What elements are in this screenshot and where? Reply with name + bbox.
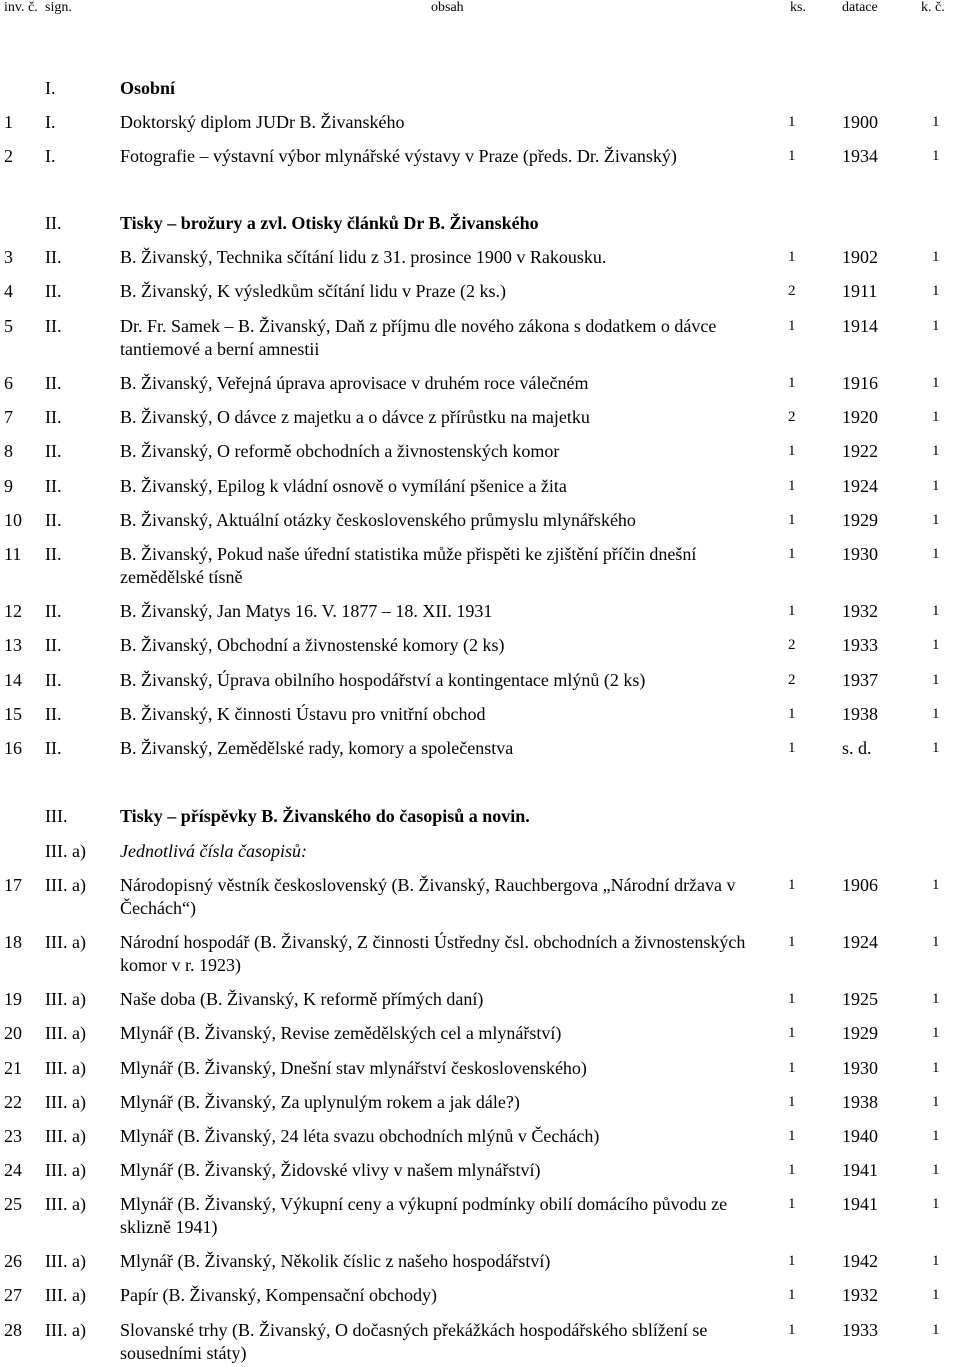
inv-number: 22 bbox=[4, 1092, 22, 1112]
box-number: 1 bbox=[932, 478, 940, 494]
box-number: 1 bbox=[932, 409, 940, 425]
ks-count: 2 bbox=[788, 409, 796, 425]
signature: III. a) bbox=[45, 989, 86, 1009]
datace: 1933 bbox=[842, 1320, 878, 1340]
ks-count: 1 bbox=[788, 114, 796, 130]
inv-number: 12 bbox=[4, 601, 22, 621]
signature: III. bbox=[45, 806, 68, 826]
entry-text: Mlynář (B. Živanský, Židovské vlivy v našem mlynářství) bbox=[120, 1160, 541, 1180]
datace: 1924 bbox=[842, 932, 878, 952]
inv-number: 28 bbox=[4, 1320, 22, 1340]
inv-number: 9 bbox=[4, 476, 13, 496]
inv-number: 23 bbox=[4, 1126, 22, 1146]
box-number: 1 bbox=[932, 934, 940, 950]
datace: 1902 bbox=[842, 247, 878, 267]
signature: III. a) bbox=[45, 1126, 86, 1146]
datace: 1930 bbox=[842, 1058, 878, 1078]
signature: II. bbox=[45, 316, 62, 336]
box-number: 1 bbox=[932, 1322, 940, 1338]
entry-text: Doktorský diplom JUDr B. Živanského bbox=[120, 112, 405, 132]
header-inv: inv. č. bbox=[4, 0, 38, 15]
entry-text: Fotografie – výstavní výbor mlynářské výstavy v Praze (předs. Dr. Živanský) bbox=[120, 146, 677, 166]
ks-count: 2 bbox=[788, 637, 796, 653]
signature: II. bbox=[45, 441, 62, 461]
box-number: 1 bbox=[932, 114, 940, 130]
inv-number: 5 bbox=[4, 316, 13, 336]
entry-text: B. Živanský, Jan Matys 16. V. 1877 – 18. XII. 1931 bbox=[120, 601, 493, 621]
inv-number: 20 bbox=[4, 1023, 22, 1043]
signature: II. bbox=[45, 601, 62, 621]
inv-number: 17 bbox=[4, 875, 22, 895]
header-obsah: obsah bbox=[431, 0, 464, 15]
signature: III. a) bbox=[45, 1285, 86, 1305]
datace: 1941 bbox=[842, 1160, 878, 1180]
datace: 1922 bbox=[842, 441, 878, 461]
datace: 1937 bbox=[842, 670, 878, 690]
inv-number: 19 bbox=[4, 989, 22, 1009]
entry-text: B. Živanský, Technika sčítání lidu z 31. prosince 1900 v Rakousku. bbox=[120, 247, 607, 267]
entry-text: Jednotlivá čísla časopisů: bbox=[120, 841, 307, 861]
entry-text: Osobní bbox=[120, 78, 176, 98]
header-kc: k. č. bbox=[921, 0, 945, 15]
ks-count: 1 bbox=[788, 478, 796, 494]
ks-count: 1 bbox=[788, 1253, 796, 1269]
datace: 1941 bbox=[842, 1194, 878, 1214]
inv-number: 21 bbox=[4, 1058, 22, 1078]
datace: 1932 bbox=[842, 1285, 878, 1305]
ks-count: 1 bbox=[788, 546, 796, 562]
box-number: 1 bbox=[932, 546, 940, 562]
entry-text: Naše doba (B. Živanský, K reformě přímých daní) bbox=[120, 989, 484, 1009]
ks-count: 1 bbox=[788, 1322, 796, 1338]
entry-text: Mlynář (B. Živanský, 24 léta svazu obchodních mlýnů v Čechách) bbox=[120, 1126, 600, 1146]
ks-count: 2 bbox=[788, 672, 796, 688]
header-datace: datace bbox=[842, 0, 878, 15]
ks-count: 1 bbox=[788, 443, 796, 459]
ks-count: 1 bbox=[788, 1025, 796, 1041]
inv-number: 6 bbox=[4, 373, 13, 393]
signature: II. bbox=[45, 635, 62, 655]
datace: 1920 bbox=[842, 407, 878, 427]
ks-count: 1 bbox=[788, 1162, 796, 1178]
entry-text: B. Živanský, Pokud naše úřední statistika může přispěti ke zjištění příčin dnešní zemědělské tísně bbox=[120, 544, 697, 587]
ks-count: 1 bbox=[788, 991, 796, 1007]
box-number: 1 bbox=[932, 1094, 940, 1110]
datace: 1925 bbox=[842, 989, 878, 1009]
box-number: 1 bbox=[932, 637, 940, 653]
ks-count: 1 bbox=[788, 512, 796, 528]
inv-number: 14 bbox=[4, 670, 22, 690]
entry-text: B. Živanský, Veřejná úprava aprovisace v druhém roce válečném bbox=[120, 373, 589, 393]
box-number: 1 bbox=[932, 603, 940, 619]
signature: III. a) bbox=[45, 875, 86, 895]
box-number: 1 bbox=[932, 249, 940, 265]
inv-number: 26 bbox=[4, 1251, 22, 1271]
box-number: 1 bbox=[932, 991, 940, 1007]
datace: s. d. bbox=[842, 738, 872, 758]
datace: 1930 bbox=[842, 544, 878, 564]
ks-count: 1 bbox=[788, 1287, 796, 1303]
signature: III. a) bbox=[45, 1194, 86, 1214]
box-number: 1 bbox=[932, 443, 940, 459]
entry-text: B. Živanský, Aktuální otázky československého průmyslu mlynářského bbox=[120, 510, 636, 530]
datace: 1929 bbox=[842, 510, 878, 530]
entry-text: B. Živanský, K výsledkům sčítání lidu v Praze (2 ks.) bbox=[120, 281, 506, 301]
ks-count: 1 bbox=[788, 1196, 796, 1212]
signature: III. a) bbox=[45, 1092, 86, 1112]
datace: 1916 bbox=[842, 373, 878, 393]
signature: III. a) bbox=[45, 1058, 86, 1078]
ks-count: 1 bbox=[788, 148, 796, 164]
datace: 1938 bbox=[842, 704, 878, 724]
entry-text: Mlynář (B. Živanský, Výkupní ceny a výkupní podmínky obilí domácího původu ze sklizně 1941) bbox=[120, 1194, 728, 1237]
ks-count: 1 bbox=[788, 1094, 796, 1110]
signature: II. bbox=[45, 704, 62, 724]
signature: III. a) bbox=[45, 932, 86, 952]
entry-text: Mlynář (B. Živanský, Několik číslic z našeho hospodářství) bbox=[120, 1251, 551, 1271]
datace: 1914 bbox=[842, 316, 878, 336]
inv-number: 27 bbox=[4, 1285, 22, 1305]
entry-text: B. Živanský, Zemědělské rady, komory a společenstva bbox=[120, 738, 514, 758]
inv-number: 13 bbox=[4, 635, 22, 655]
ks-count: 1 bbox=[788, 603, 796, 619]
entry-text: Papír (B. Živanský, Kompensační obchody) bbox=[120, 1285, 437, 1305]
header-sign: sign. bbox=[45, 0, 72, 15]
signature: II. bbox=[45, 247, 62, 267]
signature: II. bbox=[45, 281, 62, 301]
datace: 1938 bbox=[842, 1092, 878, 1112]
entry-text: B. Živanský, Obchodní a živnostenské komory (2 ks) bbox=[120, 635, 505, 655]
signature: II. bbox=[45, 213, 62, 233]
box-number: 1 bbox=[932, 877, 940, 893]
ks-count: 1 bbox=[788, 249, 796, 265]
box-number: 1 bbox=[932, 1287, 940, 1303]
signature: II. bbox=[45, 670, 62, 690]
entry-text: Mlynář (B. Živanský, Revise zemědělských cel a mlynářství) bbox=[120, 1023, 562, 1043]
signature: I. bbox=[45, 78, 56, 98]
signature: II. bbox=[45, 476, 62, 496]
entry-text: Tisky – příspěvky B. Živanského do časopisů a novin. bbox=[120, 806, 530, 826]
box-number: 1 bbox=[932, 1128, 940, 1144]
inv-number: 10 bbox=[4, 510, 22, 530]
box-number: 1 bbox=[932, 740, 940, 756]
entry-text: Mlynář (B. Živanský, Za uplynulým rokem a jak dále?) bbox=[120, 1092, 520, 1112]
ks-count: 2 bbox=[788, 283, 796, 299]
signature: I. bbox=[45, 112, 56, 132]
box-number: 1 bbox=[932, 1253, 940, 1269]
inv-number: 2 bbox=[4, 146, 13, 166]
datace: 1932 bbox=[842, 601, 878, 621]
signature: II. bbox=[45, 510, 62, 530]
signature: III. a) bbox=[45, 1023, 86, 1043]
signature: II. bbox=[45, 738, 62, 758]
datace: 1929 bbox=[842, 1023, 878, 1043]
datace: 1942 bbox=[842, 1251, 878, 1271]
entry-text: B. Živanský, O reformě obchodních a živnostenských komor bbox=[120, 441, 560, 461]
datace: 1940 bbox=[842, 1126, 878, 1146]
box-number: 1 bbox=[932, 1162, 940, 1178]
ks-count: 1 bbox=[788, 740, 796, 756]
box-number: 1 bbox=[932, 1060, 940, 1076]
header-ks: ks. bbox=[790, 0, 806, 15]
inv-number: 16 bbox=[4, 738, 22, 758]
inv-number: 4 bbox=[4, 281, 13, 301]
datace: 1924 bbox=[842, 476, 878, 496]
inv-number: 18 bbox=[4, 932, 22, 952]
entry-text: Dr. Fr. Samek – B. Živanský, Daň z příjmu dle nového zákona s dodatkem o dávce tantiemové a berní amnestii bbox=[120, 316, 717, 359]
signature: II. bbox=[45, 407, 62, 427]
entry-text: B. Živanský, K činnosti Ústavu pro vnitřní obchod bbox=[120, 704, 486, 724]
ks-count: 1 bbox=[788, 375, 796, 391]
signature: III. a) bbox=[45, 841, 86, 861]
datace: 1911 bbox=[842, 281, 878, 301]
ks-count: 1 bbox=[788, 934, 796, 950]
signature: I. bbox=[45, 146, 56, 166]
signature: II. bbox=[45, 544, 62, 564]
ks-count: 1 bbox=[788, 877, 796, 893]
inv-number: 3 bbox=[4, 247, 13, 267]
box-number: 1 bbox=[932, 375, 940, 391]
inv-number: 24 bbox=[4, 1160, 22, 1180]
datace: 1906 bbox=[842, 875, 878, 895]
entry-text: Národopisný věstník československý (B. Živanský, Rauchbergova „Národní država v Čechách“) bbox=[120, 875, 736, 918]
entry-text: Tisky – brožury a zvl. Otisky článků Dr B. Živanského bbox=[120, 213, 539, 233]
entry-text: B. Živanský, O dávce z majetku a o dávce z přírůstku na majetku bbox=[120, 407, 590, 427]
box-number: 1 bbox=[932, 706, 940, 722]
signature: II. bbox=[45, 373, 62, 393]
box-number: 1 bbox=[932, 318, 940, 334]
signature: III. a) bbox=[45, 1251, 86, 1271]
signature: III. a) bbox=[45, 1320, 86, 1340]
ks-count: 1 bbox=[788, 1128, 796, 1144]
inv-number: 8 bbox=[4, 441, 13, 461]
box-number: 1 bbox=[932, 672, 940, 688]
inv-number: 1 bbox=[4, 112, 13, 132]
box-number: 1 bbox=[932, 283, 940, 299]
box-number: 1 bbox=[932, 1025, 940, 1041]
datace: 1933 bbox=[842, 635, 878, 655]
box-number: 1 bbox=[932, 148, 940, 164]
entry-text: B. Živanský, Epilog k vládní osnově o vymílání pšenice a žita bbox=[120, 476, 567, 496]
inv-number: 7 bbox=[4, 407, 13, 427]
entry-text: Mlynář (B. Živanský, Dnešní stav mlynářství československého) bbox=[120, 1058, 587, 1078]
box-number: 1 bbox=[932, 512, 940, 528]
ks-count: 1 bbox=[788, 318, 796, 334]
ks-count: 1 bbox=[788, 1060, 796, 1076]
inv-number: 25 bbox=[4, 1194, 22, 1214]
datace: 1900 bbox=[842, 112, 878, 132]
inv-number: 15 bbox=[4, 704, 22, 724]
entry-text: Národní hospodář (B. Živanský, Z činnosti Ústředny čsl. obchodních a živnostenských komor v r. 1923) bbox=[120, 932, 746, 975]
box-number: 1 bbox=[932, 1196, 940, 1212]
ks-count: 1 bbox=[788, 706, 796, 722]
inv-number: 11 bbox=[4, 544, 22, 564]
entry-text: Slovanské trhy (B. Živanský, O dočasných překážkách hospodářského sblížení se sousedními státy) bbox=[120, 1320, 708, 1363]
entry-text: B. Živanský, Úprava obilního hospodářství a kontingentace mlýnů (2 ks) bbox=[120, 670, 646, 690]
datace: 1934 bbox=[842, 146, 878, 166]
signature: III. a) bbox=[45, 1160, 86, 1180]
